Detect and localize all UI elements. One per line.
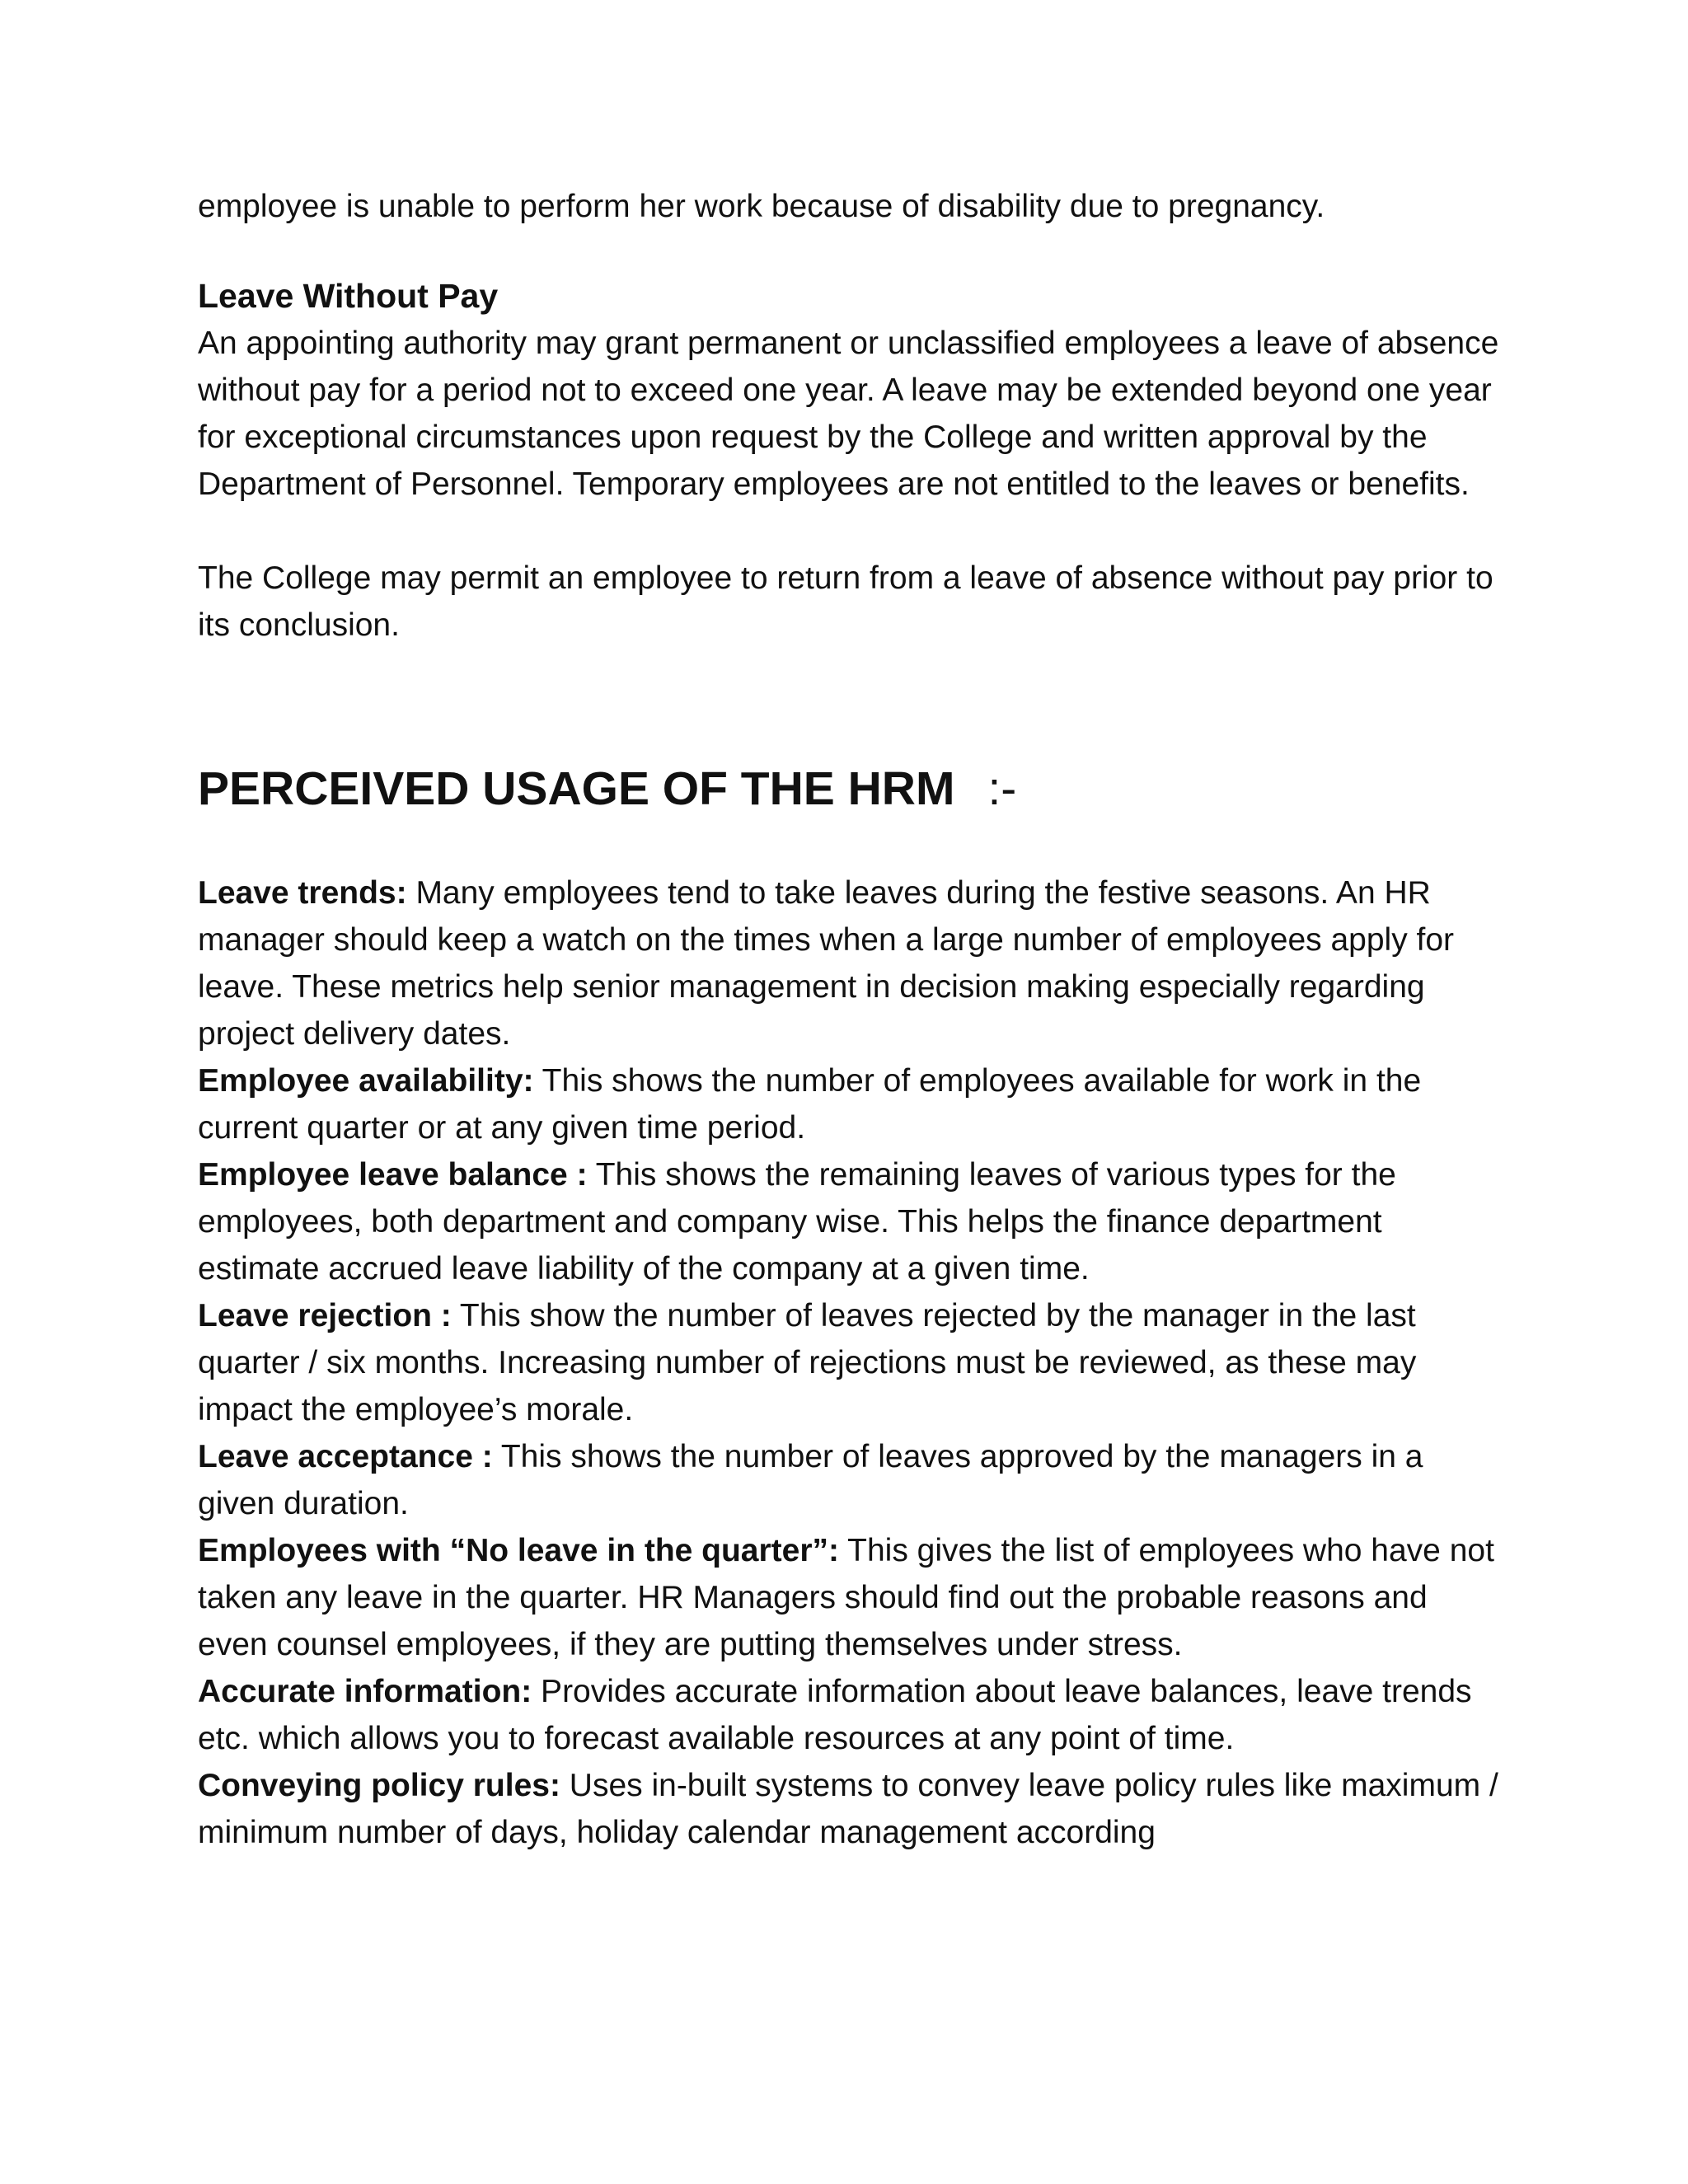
perceived-usage-title-text: PERCEIVED USAGE OF THE HRM bbox=[198, 762, 955, 815]
usage-item-accurate-information bbox=[198, 1668, 1500, 1762]
usage-text: This shows the number of employees available for work in the current quarter or at any given time period. bbox=[198, 1063, 1422, 1146]
usage-item-employee-availability bbox=[198, 1057, 1500, 1151]
leave-without-pay-paragraph-1: An appointing authority may grant permanent or unclassified employees a leave of absence without pay for a period not to exceed one year. A leave may be extended beyond one year for exceptional circumstances upon request by the College and written approval by the Department of Personnel. Temporary employees are not entitled to the leaves or benefits. bbox=[198, 326, 1499, 502]
leave-without-pay-heading: Leave Without Pay bbox=[198, 277, 499, 315]
usage-text: This shows the number of leaves approved by the managers in a given duration. bbox=[198, 1439, 1423, 1521]
usage-term: Leave trends: bbox=[198, 875, 407, 911]
usage-term: Accurate information: bbox=[198, 1674, 532, 1709]
usage-item-leave-rejection bbox=[198, 1292, 1500, 1433]
perceived-usage-list bbox=[198, 869, 1500, 1856]
usage-term: Employee leave balance : bbox=[198, 1157, 588, 1193]
perceived-usage-title bbox=[198, 756, 1500, 822]
usage-item-employee-leave-balance bbox=[198, 1151, 1500, 1292]
usage-term: Leave acceptance : bbox=[198, 1439, 493, 1474]
usage-term: Employee availability: bbox=[198, 1063, 534, 1099]
usage-text: Many employees tend to take leaves during the festive seasons. An HR manager should keep a watch on the times when a large number of employees apply for leave. These metrics help senior management in decision making especially regarding project delivery dates. bbox=[198, 875, 1455, 1052]
usage-term: Conveying policy rules: bbox=[198, 1768, 560, 1803]
usage-text: This show the number of leaves rejected by the manager in the last quarter / six months. Increasing number of rejections must be reviewed, as these may impact the employee’s morale. bbox=[198, 1298, 1417, 1427]
document-page bbox=[198, 183, 1500, 1856]
intro-line: employee is unable to perform her work because of disability due to pregnancy. bbox=[198, 189, 1325, 224]
usage-term: Employees with “No leave in the quarter”: bbox=[198, 1533, 840, 1568]
usage-item-leave-acceptance bbox=[198, 1433, 1500, 1527]
usage-term: Leave rejection : bbox=[198, 1298, 452, 1333]
leave-without-pay-paragraph-2: The College may permit an employee to return from a leave of absence without pay prior to its conclusion. bbox=[198, 560, 1493, 643]
perceived-usage-title-suffix: :- bbox=[987, 762, 1017, 815]
usage-text: Uses in-built systems to convey leave policy rules like maximum / minimum number of days, holiday calendar management according bbox=[198, 1768, 1498, 1850]
usage-item-no-leave-in-quarter bbox=[198, 1527, 1500, 1668]
usage-item-conveying-policy-rules bbox=[198, 1762, 1500, 1856]
usage-text: This shows the remaining leaves of various types for the employees, both department and company wise. This helps the finance department estimate accrued leave liability of the company at a given time. bbox=[198, 1157, 1396, 1286]
usage-text: Provides accurate information about leave balances, leave trends etc. which allows you to forecast available resources at any point of time. bbox=[198, 1674, 1472, 1756]
usage-text: This gives the list of employees who have not taken any leave in the quarter. HR Managers should find out the probable reasons and even counsel employees, if they are putting themselves under stress. bbox=[198, 1533, 1494, 1662]
usage-item-leave-trends bbox=[198, 869, 1500, 1057]
